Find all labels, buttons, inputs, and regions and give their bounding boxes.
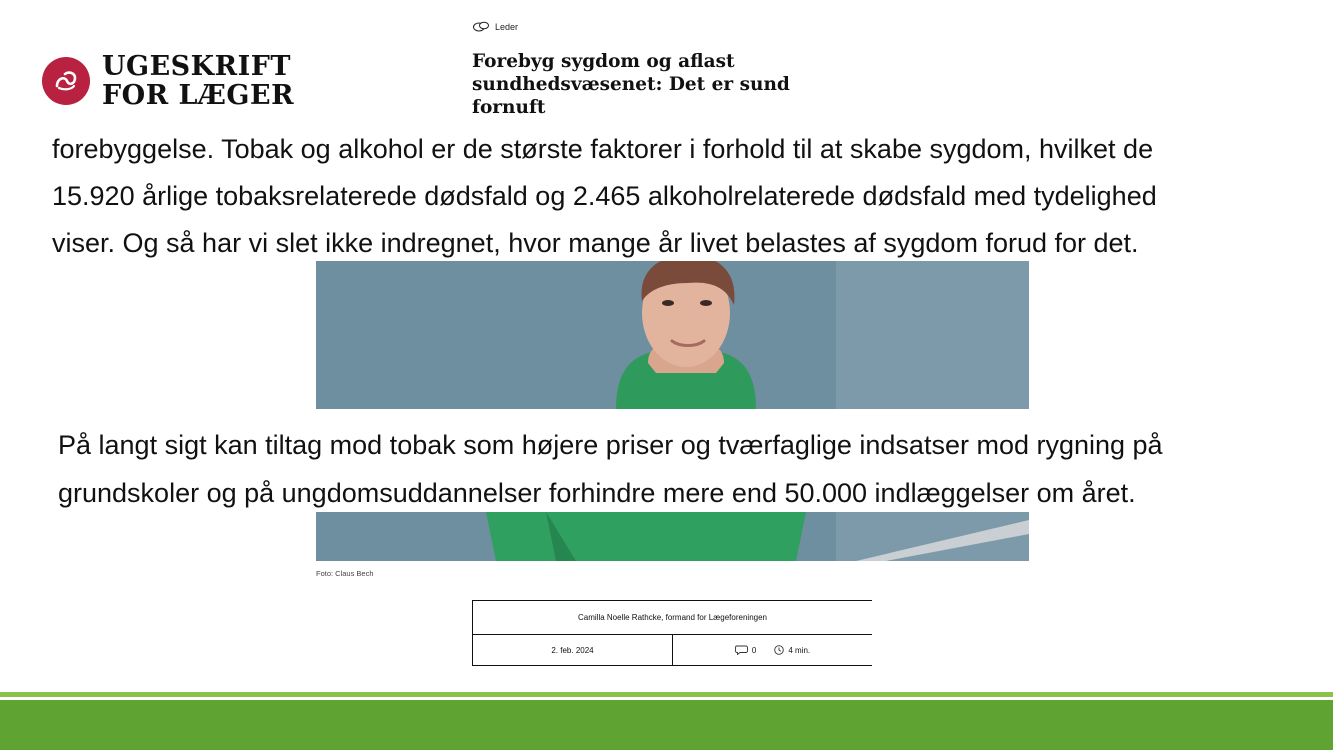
ugeskrift-logo-icon [42,57,90,105]
quote-top [52,126,1157,267]
quote-bottom-line: På langt sigt kan tiltag mod tobak som højere priser og tværfaglige indsatser mod rygning på [58,430,1163,460]
chat-bubbles-icon [472,21,490,33]
brand-logo[interactable] [42,52,294,110]
footer-accent-line [0,692,1333,697]
quote-bottom [58,421,1163,517]
article-category[interactable] [472,21,518,33]
comments-count-text: 0 [751,645,757,655]
author-name: Camilla Noelle Rathcke, formand for Lægeforeningen [578,613,767,622]
footer-band [0,700,1333,750]
article-stats [673,635,872,665]
author-byline[interactable] [473,601,872,635]
meta-row [473,635,872,665]
brand-name-line1: UGESKRIFT [102,51,291,82]
quote-bottom-line: grundskoler og på ungdomsuddannelser forhindre mere end 50.000 indlæggelser om året. [58,478,1136,508]
publish-date-text: 2. feb. 2024 [551,645,594,655]
read-time [774,645,810,655]
clock-icon [774,645,784,655]
category-label: Leder [495,22,519,32]
brand-name [102,52,294,110]
quote-top-line: 15.920 årlige tobaksrelaterede dødsfald og 2.465 alkoholrelaterede dødsfald med tydelighed [52,181,1157,211]
comment-icon [735,645,748,655]
comments-count[interactable] [735,645,756,655]
photo-caption: Foto: Claus Bech [316,569,374,578]
quote-top-line: forebyggelse. Tobak og alkohol er de største faktorer i forhold til at skabe sygdom, hvilket de [52,134,1154,164]
brand-name-line2: FOR LÆGER [102,80,295,111]
publish-date [473,635,673,665]
article-photo-bottom [316,512,1029,561]
article-photo-top [316,261,1029,409]
quote-top-line: viser. Og så har vi slet ikke indregnet, hvor mange år livet belastes af sygdom forud for det. [52,228,1139,258]
article-title[interactable]: Forebyg sygdom og aflast sundhedsvæsenet: Det er sund fornuft [472,51,790,116]
read-time-text: 4 min. [788,645,811,655]
article-meta [472,600,872,666]
